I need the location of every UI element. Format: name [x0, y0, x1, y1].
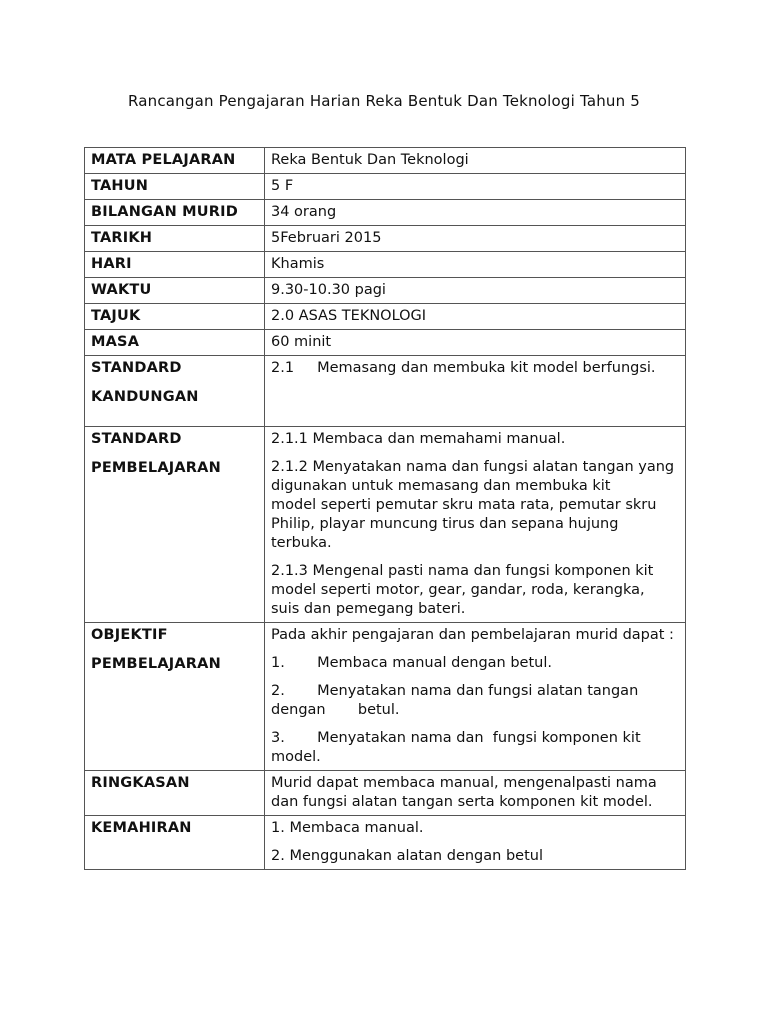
field-label-line: HARI: [91, 256, 132, 272]
field-value-line: 2.1 Memasang dan membuka kit model berfungsi.: [271, 360, 656, 376]
field-value: [265, 623, 686, 771]
field-label-line: MATA PELAJARAN: [91, 152, 236, 168]
field-label: [85, 427, 265, 623]
field-label-line: RINGKASAN: [91, 775, 190, 791]
field-value-line: 2.1.1 Membaca dan memahami manual.: [271, 431, 566, 447]
field-label: [85, 330, 265, 356]
table-row: [85, 304, 686, 330]
field-value-line: 5 F: [271, 178, 294, 194]
table-row: [85, 226, 686, 252]
field-label: [85, 304, 265, 330]
field-value-line: 2. Menggunakan alatan dengan betul: [271, 848, 543, 864]
field-label: [85, 148, 265, 174]
field-value-line: 34 orang: [271, 204, 337, 220]
field-label-line: PEMBELAJARAN: [91, 460, 221, 476]
field-value-line: 2.1.2 Menyatakan nama dan fungsi alatan tangan yang digunakan untuk memasang dan membuka kit model seperti pemutar skru mata rata, pemutar skru Philip, playar muncung tirus dan sepana hujung terbuka.: [271, 459, 689, 551]
field-value-line: Murid dapat membaca manual, mengenalpasti nama dan fungsi alatan tangan serta komponen kit model.: [271, 775, 662, 810]
field-value: [265, 427, 689, 623]
field-label-line: TAJUK: [91, 308, 141, 324]
field-label-line: MASA: [91, 334, 140, 350]
field-value-line: 2.1.3 Mengenal pasti nama dan fungsi komponen kit model seperti motor, gear, gandar, roda, kerangka, suis dan pemegang bateri.: [271, 563, 682, 617]
field-label: [85, 771, 265, 816]
field-value-line: Reka Bentuk Dan Teknologi: [271, 152, 469, 168]
field-label-line: KANDUNGAN: [91, 389, 199, 405]
document-title: Rancangan Pengajaran Harian Reka Bentuk Dan Teknologi Tahun 5: [127, 92, 641, 110]
field-value: [265, 200, 686, 226]
table-row: [85, 356, 686, 427]
field-label-line: STANDARD: [91, 431, 182, 447]
field-value-line: 60 minit: [271, 334, 332, 350]
field-value: [265, 174, 686, 200]
field-value-line: 5Februari 2015: [271, 230, 382, 246]
table-row: [85, 148, 686, 174]
field-value-line: 1. Membaca manual.: [271, 820, 424, 836]
field-label-line: PEMBELAJARAN: [91, 656, 221, 672]
field-value-line: Khamis: [271, 256, 325, 272]
table-row: [85, 278, 686, 304]
field-value: [265, 148, 686, 174]
field-value: [265, 816, 686, 870]
field-value: [265, 330, 686, 356]
field-label-line: TARIKH: [91, 230, 153, 246]
field-label: [85, 356, 265, 427]
field-label: [85, 816, 265, 870]
table-row: [85, 200, 686, 226]
field-value-line: 2.0 ASAS TEKNOLOGI: [271, 308, 427, 324]
table-row: [85, 427, 686, 623]
field-value-line: 1. Membaca manual dengan betul.: [271, 655, 552, 671]
field-label: [85, 623, 265, 771]
field-value: [265, 252, 686, 278]
field-label-line: WAKTU: [91, 282, 152, 298]
field-label-line: KEMAHIRAN: [91, 820, 192, 836]
field-label-line: BILANGAN MURID: [91, 204, 238, 220]
table-row: [85, 771, 686, 816]
field-label: [85, 278, 265, 304]
field-value-line: Pada akhir pengajaran dan pembelajaran murid dapat :: [271, 627, 674, 643]
field-label: [85, 226, 265, 252]
field-value: [265, 278, 686, 304]
table-row: [85, 174, 686, 200]
field-value: [265, 226, 686, 252]
field-value-line: 3. Menyatakan nama dan fungsi komponen kit model.: [271, 730, 646, 765]
field-value: [265, 771, 686, 816]
lesson-plan-table: [84, 147, 689, 870]
table-row: [85, 623, 686, 771]
table-row: [85, 252, 686, 278]
field-label-line: STANDARD: [91, 360, 182, 376]
field-label: [85, 200, 265, 226]
field-value: [265, 356, 686, 427]
field-label-line: TAHUN: [91, 178, 149, 194]
field-label: [85, 252, 265, 278]
field-value: [265, 304, 686, 330]
field-value-line: 2. Menyatakan nama dan fungsi alatan tangan dengan betul.: [271, 683, 643, 718]
field-label: [85, 174, 265, 200]
field-label-line: OBJEKTIF: [91, 627, 168, 643]
field-value-line: 9.30-10.30 pagi: [271, 282, 386, 298]
table-row: [85, 816, 686, 870]
table-row: [85, 330, 686, 356]
